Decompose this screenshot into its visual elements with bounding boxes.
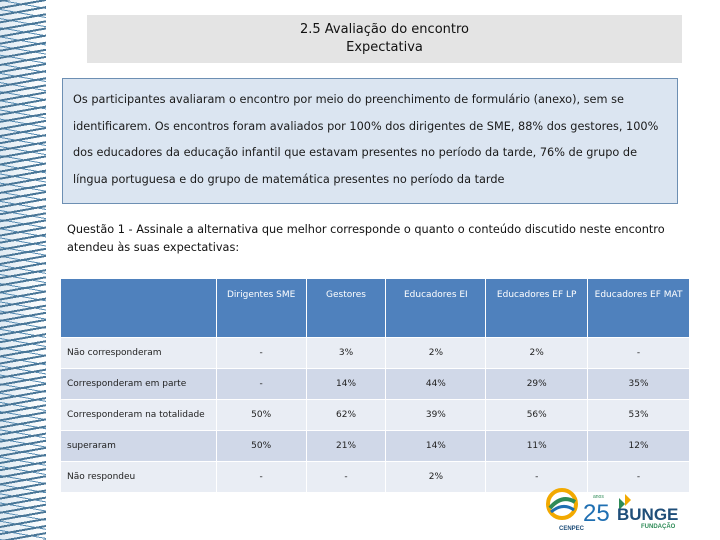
row-label: Não respondeu: [61, 462, 217, 493]
table-header-cell: Educadores EF LP: [486, 279, 588, 338]
table-header-cell: Educadores EF MAT: [588, 279, 690, 338]
table-cell: -: [216, 369, 306, 400]
table-cell: 14%: [386, 431, 486, 462]
question-text: Questão 1 - Assinale a alternativa que melhor corresponde o quanto o conteúdo discutido neste encontro atendeu às suas expectativas:: [67, 223, 665, 254]
table-header-cell: Dirigentes SME: [216, 279, 306, 338]
table-cell: 2%: [486, 338, 588, 369]
row-label: Corresponderam na totalidade: [61, 400, 217, 431]
table-cell: 53%: [588, 400, 690, 431]
logo-cenpec-bunge: [537, 486, 697, 532]
row-label: superaram: [61, 431, 217, 462]
table-header-cell: Educadores EI: [386, 279, 486, 338]
table-cell: 50%: [216, 400, 306, 431]
table-cell: 2%: [386, 462, 486, 493]
table-cell: 29%: [486, 369, 588, 400]
row-label: Não corresponderam: [61, 338, 217, 369]
anniversary-number: 25: [583, 500, 610, 527]
decorative-left-border: [0, 0, 46, 540]
table-row: [61, 369, 690, 400]
table-header-cell: Gestores: [306, 279, 386, 338]
section-title: 2.5 Avaliação do encontro: [299, 22, 469, 37]
bunge-logo-text: BUNGE: [617, 505, 679, 524]
row-label: Corresponderam em parte: [61, 369, 217, 400]
table-cell: -: [216, 462, 306, 493]
table-cell: 3%: [306, 338, 386, 369]
table-cell: 14%: [306, 369, 386, 400]
table-cell: 56%: [486, 400, 588, 431]
table-row: [61, 431, 690, 462]
table-cell: 11%: [486, 431, 588, 462]
anniversary-anos: anos: [593, 494, 604, 500]
summary-box: [62, 78, 678, 204]
summary-text: Os participantes avaliaram o encontro por meio do preenchimento de formulário (anexo), sem se identificarem. Os encontros foram avaliados por 100% dos dirigentes de SME, 88% dos gestores, 100% dos educadores da educação infantil que estavam presentes no período da tarde, 76% de grupo de língua portuguesa e do grupo de matemática presentes no período da tarde: [73, 93, 659, 186]
table-cell: 50%: [216, 431, 306, 462]
cenpec-logo-text: CENPEC: [559, 526, 585, 532]
table-cell: 21%: [306, 431, 386, 462]
table-header-row: [61, 279, 690, 338]
section-subtitle: Expectativa: [346, 40, 423, 55]
table-cell: 35%: [588, 369, 690, 400]
table-cell: -: [588, 462, 690, 493]
fundacao-logo-text: FUNDAÇÃO: [641, 524, 676, 530]
table-cell: -: [216, 338, 306, 369]
table-row: [61, 338, 690, 369]
table-cell: 44%: [386, 369, 486, 400]
cenpec-logo-mark: [548, 490, 576, 518]
table-cell: 62%: [306, 400, 386, 431]
results-table: [60, 278, 690, 493]
table-header-blank: [61, 279, 217, 338]
table-cell: -: [306, 462, 386, 493]
section-title-box: [87, 15, 682, 63]
table-cell: 39%: [386, 400, 486, 431]
table-cell: 12%: [588, 431, 690, 462]
table-cell: -: [588, 338, 690, 369]
table-cell: 2%: [386, 338, 486, 369]
table-cell: -: [486, 462, 588, 493]
table-row: [61, 400, 690, 431]
